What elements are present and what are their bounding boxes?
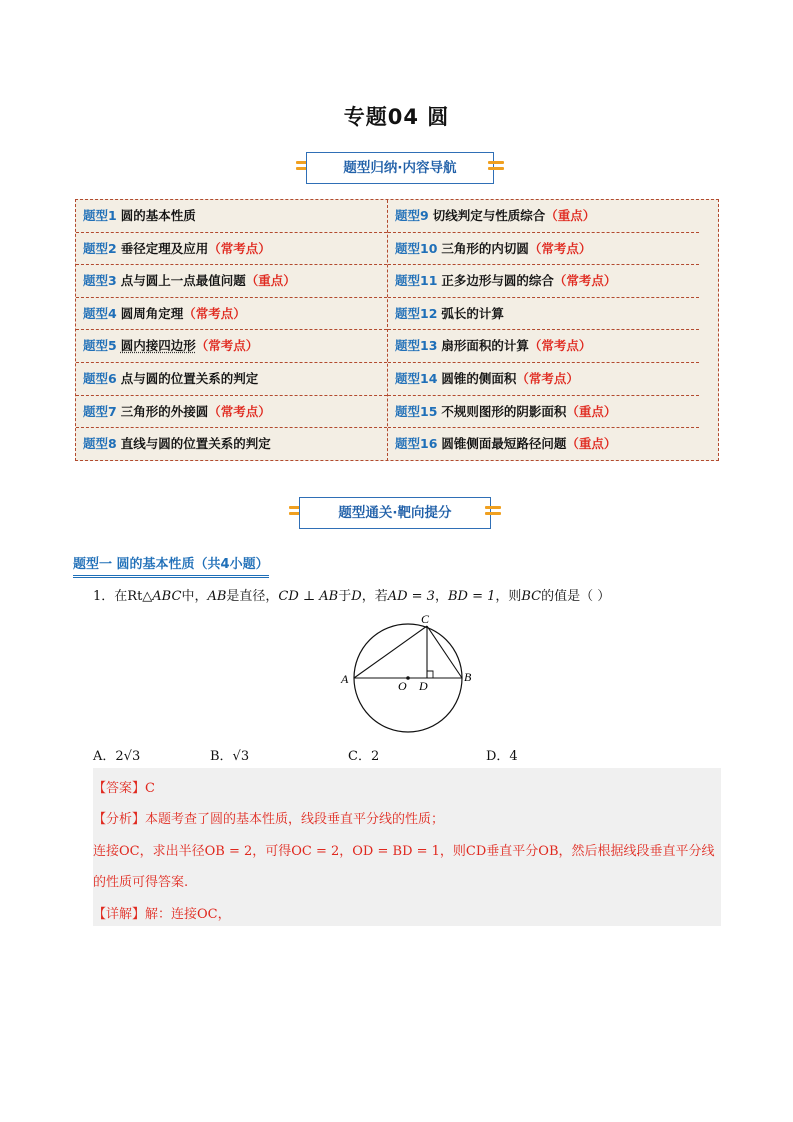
nav-item-tag: （常考点） bbox=[195, 338, 259, 354]
nav-item-name: 不规则图形的阴影面积 bbox=[441, 403, 567, 419]
nav-item-name: 三角形的外接圆 bbox=[120, 403, 209, 419]
nav-item-number: 题型13 bbox=[395, 338, 438, 354]
nav-item[interactable] bbox=[388, 330, 699, 363]
nav-item-tag: （重点） bbox=[566, 403, 617, 419]
nav-item-name: 切线判定与性质综合 bbox=[432, 208, 546, 223]
q-math: BC bbox=[521, 589, 542, 604]
nav-item-name: 三角形的内切圆 bbox=[441, 240, 529, 256]
nav-item-number: 题型5 bbox=[83, 338, 117, 354]
nav-item-number: 题型1 bbox=[83, 208, 117, 223]
double-bar-icon bbox=[488, 161, 504, 175]
q-math: AB bbox=[207, 589, 227, 604]
section-heading: 题型一 圆的基本性质（共4小题） bbox=[73, 553, 269, 578]
chord-bc bbox=[427, 626, 462, 678]
double-bar-icon bbox=[485, 506, 501, 520]
nav-item-number: 题型11 bbox=[395, 273, 438, 289]
practice-banner-label: 题型通关·靶向提分 bbox=[299, 497, 491, 529]
q-text: ， bbox=[434, 589, 448, 604]
nav-item[interactable] bbox=[76, 298, 387, 331]
nav-item[interactable] bbox=[388, 265, 699, 298]
nav-item-number: 题型16 bbox=[395, 436, 438, 452]
nav-item-tag: （重点） bbox=[245, 273, 296, 289]
page-title: 专题04 圆 bbox=[343, 105, 450, 129]
nav-item-number: 题型3 bbox=[83, 273, 117, 289]
nav-item[interactable] bbox=[388, 396, 699, 429]
answer-box bbox=[93, 768, 721, 926]
nav-item[interactable] bbox=[388, 363, 699, 396]
option-d[interactable]: D．4 bbox=[486, 749, 518, 764]
analysis-line: 连接OC，求出半径OB = 2，可得OC = 2，OD = BD = 1，则CD垂直平分OB，然后根据线段垂直平分线 bbox=[93, 844, 715, 859]
answer-options bbox=[93, 745, 693, 765]
right-angle-mark bbox=[427, 671, 433, 678]
nav-item-name: 圆内接四边形 bbox=[120, 338, 196, 354]
circle-figure bbox=[335, 610, 485, 735]
nav-item[interactable] bbox=[76, 265, 387, 298]
chord-ac bbox=[354, 626, 427, 678]
nav-column-left bbox=[76, 200, 387, 461]
q-text: 中， bbox=[181, 589, 208, 604]
nav-item[interactable] bbox=[76, 200, 387, 233]
option-b[interactable]: B．√3 bbox=[210, 749, 250, 764]
q-math: AD = 3 bbox=[387, 589, 435, 604]
label-c: C bbox=[421, 612, 430, 626]
nav-item-number: 题型12 bbox=[395, 305, 438, 321]
nav-item[interactable] bbox=[388, 428, 699, 461]
nav-item-tag: （常考点） bbox=[553, 273, 617, 289]
nav-item-name: 圆周角定理 bbox=[120, 305, 184, 321]
nav-item-tag: （常考点） bbox=[516, 370, 579, 386]
nav-item-name: 弧长的计算 bbox=[441, 305, 504, 321]
nav-item-number: 题型6 bbox=[83, 370, 117, 386]
nav-item[interactable] bbox=[388, 200, 699, 233]
q-math: BD = 1 bbox=[447, 589, 496, 604]
nav-item-number: 题型15 bbox=[395, 403, 438, 419]
nav-item-name: 点与圆的位置关系的判定 bbox=[120, 370, 259, 386]
question-1 bbox=[93, 585, 610, 604]
center-point bbox=[406, 676, 410, 680]
nav-item[interactable] bbox=[388, 233, 699, 266]
q-text: Rt bbox=[127, 589, 143, 604]
nav-item-name: 正多边形与圆的综合 bbox=[441, 273, 554, 289]
nav-item[interactable] bbox=[76, 330, 387, 363]
nav-item-tag: （常考点） bbox=[208, 403, 271, 419]
analysis-line: 的性质可得答案. bbox=[93, 875, 189, 890]
nav-item-number: 题型10 bbox=[395, 240, 438, 256]
nav-item-number: 题型14 bbox=[395, 370, 438, 386]
nav-item-number: 题型2 bbox=[83, 240, 117, 256]
nav-item-name: 圆的基本性质 bbox=[120, 208, 196, 223]
nav-column-right bbox=[387, 200, 699, 461]
question-number: 1．在 bbox=[93, 589, 128, 604]
label-b: B bbox=[464, 670, 472, 684]
analysis-line: 【分析】本题考查了圆的基本性质，线段垂直平分线的性质； bbox=[93, 812, 445, 827]
nav-item[interactable] bbox=[76, 233, 387, 266]
nav-item[interactable] bbox=[76, 396, 387, 429]
nav-item-number: 题型7 bbox=[83, 403, 117, 419]
nav-item[interactable] bbox=[76, 428, 387, 461]
nav-item[interactable] bbox=[76, 363, 387, 396]
nav-item-name: 圆锥侧面最短路径问题 bbox=[441, 436, 567, 452]
q-text: 是直径， bbox=[226, 589, 279, 604]
topic-navigation-table bbox=[75, 199, 719, 461]
nav-item-number: 题型9 bbox=[395, 208, 429, 223]
label-o: O bbox=[398, 679, 407, 693]
nav-banner-label: 题型归纳·内容导航 bbox=[306, 152, 494, 184]
nav-item-name: 垂径定理及应用 bbox=[120, 240, 209, 256]
nav-item-name: 点与圆上一点最值问题 bbox=[120, 273, 246, 289]
nav-item-tag: （常考点） bbox=[183, 305, 246, 321]
q-math: △ABC bbox=[142, 589, 182, 604]
q-math: D bbox=[351, 589, 362, 604]
nav-item-tag: （常考点） bbox=[208, 240, 271, 256]
nav-item-tag: （重点） bbox=[566, 436, 617, 452]
option-c[interactable]: C．2 bbox=[348, 749, 380, 764]
nav-item-tag: （重点） bbox=[545, 208, 596, 223]
practice-banner bbox=[289, 497, 501, 531]
nav-item[interactable] bbox=[388, 298, 699, 331]
q-text: 于 bbox=[338, 589, 352, 604]
q-text: ，则 bbox=[495, 589, 522, 604]
nav-item-tag: （常考点） bbox=[528, 338, 592, 354]
nav-item-number: 题型4 bbox=[83, 305, 117, 321]
option-a[interactable]: A．2√3 bbox=[93, 749, 141, 764]
answer-line: 【答案】C bbox=[93, 781, 155, 796]
nav-item-name: 直线与圆的位置关系的判定 bbox=[120, 436, 271, 452]
label-a: A bbox=[341, 672, 349, 686]
solution-line: 【详解】解：连接OC， bbox=[93, 907, 231, 922]
nav-banner bbox=[296, 152, 504, 186]
nav-item-number: 题型8 bbox=[83, 436, 117, 452]
q-text: ，若 bbox=[361, 589, 388, 604]
q-text: 的值是（ ） bbox=[541, 589, 611, 604]
q-math: CD ⊥ AB bbox=[278, 589, 339, 604]
nav-item-tag: （常考点） bbox=[528, 240, 592, 256]
nav-item-name: 圆锥的侧面积 bbox=[441, 370, 517, 386]
label-d: D bbox=[419, 679, 428, 693]
nav-item-name: 扇形面积的计算 bbox=[441, 338, 529, 354]
